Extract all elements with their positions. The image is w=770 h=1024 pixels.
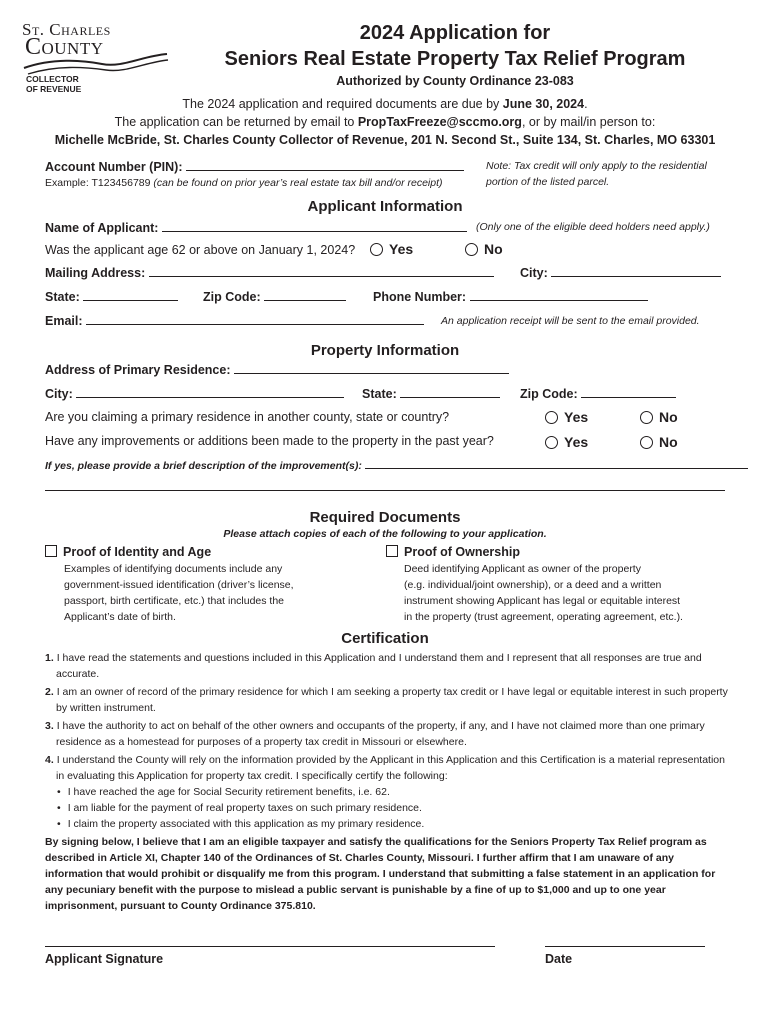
applicant-name-field[interactable] bbox=[162, 220, 467, 232]
date-field[interactable] bbox=[545, 946, 705, 947]
tax-credit-note-line2: portion of the listed parcel. bbox=[486, 176, 610, 188]
property-city-row bbox=[45, 386, 344, 401]
required-docs-heading: Required Documents bbox=[309, 509, 461, 526]
q1-no-radio[interactable] bbox=[640, 411, 653, 424]
improvements-label: If yes, please provide a brief description of the improvement(s): bbox=[45, 460, 362, 472]
ownership-doc-line: in the property (trust agreement, operating agreement, etc.). bbox=[404, 611, 683, 623]
ownership-doc-checkbox[interactable] bbox=[386, 545, 398, 557]
applicant-city-label: City: bbox=[520, 266, 548, 280]
required-docs-subheading: Please attach copies of each of the following to your application. bbox=[223, 528, 547, 540]
certification-heading: Certification bbox=[341, 630, 429, 647]
property-zip-row bbox=[520, 386, 676, 401]
improvements-question: Have any improvements or additions been made to the property in the past year? bbox=[45, 434, 494, 448]
authorized-by: Authorized by County Ordinance 23-083 bbox=[336, 74, 574, 88]
ownership-doc-line: instrument showing Applicant has legal or equitable interest bbox=[404, 595, 681, 607]
account-example bbox=[45, 177, 443, 189]
property-city-label: City: bbox=[45, 387, 73, 401]
primary-residence-label: Address of Primary Residence: bbox=[45, 363, 231, 377]
certification-item-number: 3. bbox=[45, 720, 54, 732]
certification-bullet: • I claim the property associated with this application as my primary residence. bbox=[69, 816, 730, 832]
logo-collector: COLLECTOR bbox=[26, 74, 79, 84]
page-title-line2: Seniors Real Estate Property Tax Relief Program bbox=[224, 48, 686, 70]
certification-item-text: I understand the County will rely on the information provided by the Applicant in this Application and this Certification is a material representation in evaluating this Application for property tax credit. I specifically certify the following: bbox=[56, 754, 725, 782]
q2-no-option[interactable] bbox=[640, 434, 678, 450]
certification-item-number: 4. bbox=[45, 754, 54, 766]
property-info-heading: Property Information bbox=[310, 342, 460, 359]
age-question: Was the applicant age 62 or above on January 1, 2024? bbox=[45, 243, 356, 257]
return-line bbox=[0, 115, 770, 129]
due-prefix: The 2024 application and required documents are due by bbox=[182, 97, 503, 111]
mailing-address-row bbox=[45, 265, 494, 280]
return-prefix: The application can be returned by email to bbox=[114, 115, 358, 129]
property-state-row bbox=[362, 386, 500, 401]
improvements-field-line1[interactable] bbox=[365, 457, 748, 469]
ownership-doc-line: Deed identifying Applicant as owner of the property bbox=[404, 563, 641, 575]
logo-st-charles: St. Charles bbox=[22, 20, 111, 39]
logo-of-revenue: OF REVENUE bbox=[26, 84, 82, 94]
account-example-note: (can be found on prior year’s real estate tax bill and/or receipt) bbox=[153, 177, 443, 189]
certification-item-number: 1. bbox=[45, 652, 54, 664]
due-date: June 30, 2024 bbox=[502, 97, 585, 111]
mailing-address-label: Mailing Address: bbox=[45, 266, 146, 280]
q1-no-option[interactable] bbox=[640, 409, 678, 425]
ownership-doc-line: (e.g. individual/joint ownership), or a deed and a written bbox=[404, 579, 662, 591]
applicant-state-label: State: bbox=[45, 290, 80, 304]
age-yes-radio[interactable] bbox=[370, 243, 383, 256]
other-residence-question: Are you claiming a primary residence in another county, state or country? bbox=[45, 410, 450, 424]
email-note: An application receipt will be sent to the email provided. bbox=[441, 315, 700, 327]
applicant-name-row bbox=[45, 220, 467, 235]
applicant-zip-field[interactable] bbox=[264, 289, 346, 301]
logo-county: County bbox=[25, 34, 104, 60]
applicant-state-row bbox=[45, 289, 178, 304]
property-zip-label: Zip Code: bbox=[520, 387, 578, 401]
age-no-label: No bbox=[484, 241, 503, 257]
q2-yes-option[interactable] bbox=[545, 434, 588, 450]
page-title-line1: 2024 Application for bbox=[359, 22, 551, 44]
q1-yes-label: Yes bbox=[564, 409, 589, 425]
applicant-zip-row bbox=[203, 289, 346, 304]
return-email[interactable]: PropTaxFreeze@sccmo.org bbox=[357, 115, 522, 129]
certification-item bbox=[45, 650, 730, 682]
ownership-doc-title: Proof of Ownership bbox=[404, 545, 520, 559]
q1-no-label: No bbox=[659, 409, 678, 425]
identity-doc-option[interactable] bbox=[45, 545, 211, 559]
property-state-field[interactable] bbox=[400, 386, 500, 398]
age-no-radio[interactable] bbox=[465, 243, 478, 256]
account-number-label: Account Number (PIN): bbox=[45, 160, 183, 174]
certification-item bbox=[45, 718, 730, 750]
q1-yes-radio[interactable] bbox=[545, 411, 558, 424]
q2-no-label: No bbox=[659, 434, 678, 450]
mailing-address-field[interactable] bbox=[149, 265, 494, 277]
property-city-field[interactable] bbox=[76, 386, 344, 398]
applicant-info-heading: Applicant Information bbox=[307, 198, 463, 215]
certification-item-text: I have the authority to act on behalf of the other owners and occupants of the property, if any, and I have not claimed more than one primary residence as a homestead for purposes of a property tax credit in Missouri or elsewhere. bbox=[56, 720, 705, 748]
ownership-doc-description bbox=[404, 561, 683, 625]
primary-residence-row bbox=[45, 362, 509, 377]
account-number-field[interactable] bbox=[186, 159, 464, 171]
improvements-field-line2[interactable] bbox=[45, 490, 725, 491]
improvements-row bbox=[45, 457, 748, 472]
certification-item-text: I have read the statements and questions included in this Application and I understand them and I represent that all responses are true and accurate. bbox=[56, 652, 702, 680]
date-label: Date bbox=[545, 952, 573, 966]
property-state-label: State: bbox=[362, 387, 397, 401]
applicant-signature-field[interactable] bbox=[45, 946, 495, 947]
certification-item bbox=[45, 752, 730, 784]
certification-item-text: I am an owner of record of the primary residence for which I am seeking a property tax credit or I have legal or equitable interest in such property by written instrument. bbox=[56, 686, 728, 714]
applicant-city-row bbox=[520, 265, 721, 280]
identity-doc-checkbox[interactable] bbox=[45, 545, 57, 557]
tax-credit-note-line1: Note: Tax credit will only apply to the residential bbox=[486, 160, 707, 172]
q1-yes-option[interactable] bbox=[545, 409, 588, 425]
certification-list bbox=[45, 650, 730, 914]
applicant-city-field[interactable] bbox=[551, 265, 721, 277]
due-date-line bbox=[0, 97, 770, 111]
phone-number-row bbox=[373, 289, 648, 304]
applicant-zip-label: Zip Code: bbox=[203, 290, 261, 304]
age-yes-label: Yes bbox=[389, 241, 414, 257]
certification-statement: By signing below, I believe that I am an eligible taxpayer and satisfy the qualifications for the Seniors Property Tax Relief program as described in Article XI, Chapter 140 of the Ordinances of St. Charles County, Missouri. I further affirm that I am unaware of any information that would prohibit or disqualify me from this program. I understand that submitting a false statement in an application for any pecuniary benefit with the purpose to mislead a public servant is punishable by a fine of up to $1,000 and up to one year imprisonment, pursuant to County Ordinance 375.810. bbox=[45, 836, 716, 912]
ownership-doc-option[interactable] bbox=[386, 545, 520, 559]
identity-doc-line: Applicant’s date of birth. bbox=[64, 611, 176, 623]
due-suffix: . bbox=[584, 97, 588, 111]
certification-item-number: 2. bbox=[45, 686, 54, 698]
identity-doc-line: Examples of identifying documents include any bbox=[64, 563, 283, 575]
mailing-address-line: Michelle McBride, St. Charles County Collector of Revenue, 201 N. Second St., Suite 134, St. Charles, MO 63301 bbox=[54, 133, 716, 147]
applicant-name-note: (Only one of the eligible deed holders need apply.) bbox=[476, 221, 710, 233]
age-no-option[interactable] bbox=[465, 241, 503, 257]
q2-yes-radio[interactable] bbox=[545, 436, 558, 449]
return-suffix: , or by mail/in person to: bbox=[521, 115, 656, 129]
applicant-signature-label: Applicant Signature bbox=[45, 952, 164, 966]
certification-bullet: • I have reached the age for Social Security retirement benefits, i.e. 62. bbox=[69, 784, 730, 800]
identity-doc-line: government-issued identification (driver’s license, bbox=[64, 579, 294, 591]
phone-number-label: Phone Number: bbox=[373, 290, 467, 304]
identity-doc-title: Proof of Identity and Age bbox=[63, 545, 212, 559]
age-yes-option[interactable] bbox=[370, 241, 413, 257]
phone-number-field[interactable] bbox=[470, 289, 648, 301]
identity-doc-line: passport, birth certificate, etc.) that includes the bbox=[64, 595, 285, 607]
identity-doc-description bbox=[64, 561, 294, 625]
q2-yes-label: Yes bbox=[564, 434, 589, 450]
email-label: Email: bbox=[45, 314, 83, 328]
certification-bullets bbox=[45, 784, 730, 832]
property-zip-field[interactable] bbox=[581, 386, 676, 398]
certification-item bbox=[45, 684, 730, 716]
primary-residence-field[interactable] bbox=[234, 362, 509, 374]
email-row bbox=[45, 313, 424, 328]
applicant-state-field[interactable] bbox=[83, 289, 178, 301]
account-example-prefix: Example: T123456789 bbox=[45, 177, 154, 189]
certification-bullet: • I am liable for the payment of real property taxes on such primary residence. bbox=[69, 800, 730, 816]
account-number-row bbox=[45, 159, 464, 174]
applicant-name-label: Name of Applicant: bbox=[45, 221, 159, 235]
q2-no-radio[interactable] bbox=[640, 436, 653, 449]
email-field[interactable] bbox=[86, 313, 424, 325]
